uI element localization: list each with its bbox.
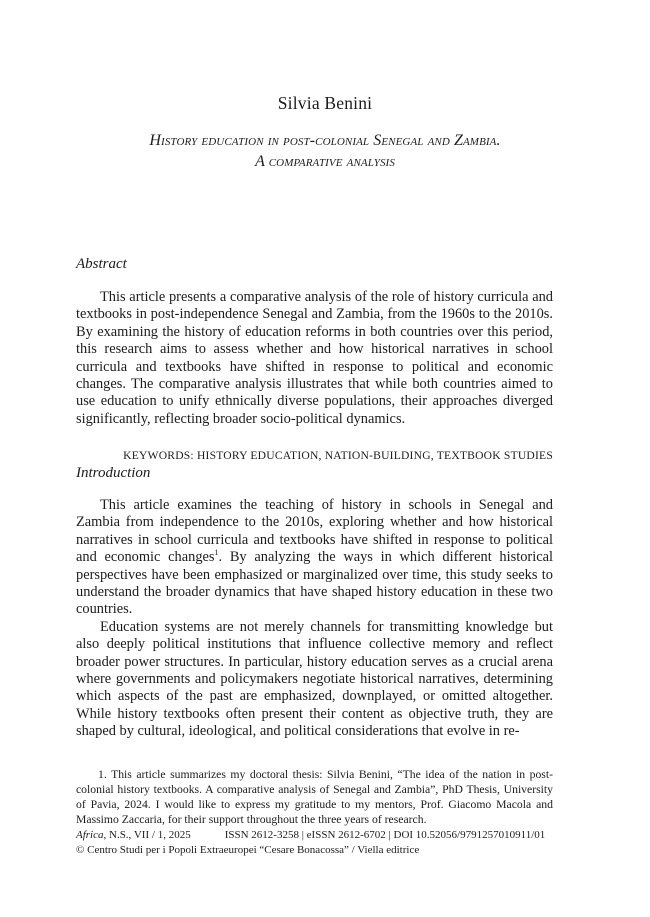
- introduction-paragraph-2: Education systems are not merely channels for transmitting knowledge but also deeply political institutions that influence collective memory and reflect broader power structures. In particular, history education serves as a crucial arena where governments and policymakers negotiate historical narratives, determining which aspects of the past are emphasized, downplayed, or omitted altogether. While history textbooks often present their content as objective truth, they are shaped by cultural, ideological, and political considerations that evolve in re-: [76, 618, 553, 740]
- author-name: Silvia Benini: [277, 93, 373, 113]
- publication-info: [76, 828, 556, 842]
- keywords-line: KEYWORDS: HISTORY EDUCATION, NATION-BUILDING, TEXTBOOK STUDIES: [123, 449, 553, 462]
- paragraph-text: This article examines the teaching of history in schools in Senegal and Zambia from independence to the 2010s, exploring whether and how historical narratives in school curricula and textbooks have shifted in response to political and economic changes: [76, 497, 553, 566]
- journal-identifiers: ISSN 2612-3258 | eISSN 2612-6702 | DOI 10.52056/9791257010911/01: [224, 829, 546, 841]
- article-title: [60, 130, 590, 172]
- title-line-1: History education in post-colonial Senegal and Zambia.: [149, 132, 501, 149]
- journal-name: Africa: [76, 829, 104, 841]
- abstract-body: [76, 289, 553, 428]
- introduction-heading: Introduction: [76, 465, 151, 481]
- footnote-reference-mark[interactable]: 1: [214, 548, 219, 558]
- title-line-2: A comparative analysis: [255, 153, 395, 170]
- introduction-body: [76, 497, 553, 741]
- footnote: [76, 767, 553, 827]
- footnote-text: 1. This article summarizes my doctoral thesis: Silvia Benini, “The idea of the nation in post-colonial history textbooks. A comparative analysis of Senegal and Zambia”, PhD Thesis, University of Pavia, 2024. I would like to express my gratitude to my mentors, Prof. Giacomo Macola and Massimo Zaccaria, for their support throughout the three years of research.: [76, 768, 553, 826]
- paragraph-text: . By analyzing the ways in which different historical perspectives have been emphasized or marginalized over time, this study seeks to understand the broader dynamics that have shaped history education in these two countries.: [76, 549, 553, 618]
- introduction-paragraph-1: [76, 497, 553, 619]
- journal-issue: , N.S., VII / 1, 2025: [103, 829, 191, 841]
- abstract-heading: Abstract: [76, 256, 127, 272]
- abstract-paragraph: This article presents a comparative analysis of the role of history curricula and textbooks in post-independence Senegal and Zambia, from the 1960s to the 2010s. By examining the history of education reforms in both countries over this period, this research aims to assess whether and how historical narratives in school curricula and textbooks have shifted in response to political and economic changes. The comparative analysis illustrates that while both countries aimed to use education to unify ethnically diverse populations, their approaches diverged significantly, reflecting broader socio-political dynamics.: [76, 289, 553, 427]
- copyright-line: © Centro Studi per i Popoli Extraeuropei “Cesare Bonacossa” / Viella editrice: [76, 844, 420, 856]
